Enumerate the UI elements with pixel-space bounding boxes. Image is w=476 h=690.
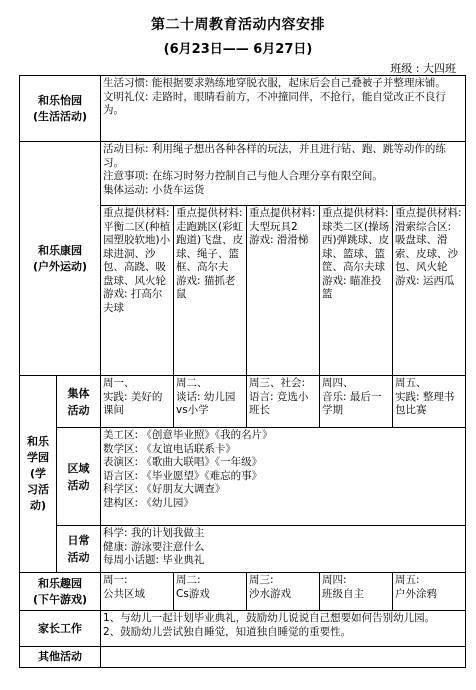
other-content [101, 647, 466, 668]
learning-group-row [20, 376, 466, 428]
outdoor-intro: 活动目标: 利用绳子想出各种各样的玩法，并且进行钻、跑、跳等动作的练习。 注意事项: 在练习时努力控制自己与他人合理分享有限空间。 集体运动: 小货车运货 [101, 142, 466, 206]
home-line: 1、与幼儿一起计划毕业典礼，鼓励幼儿说说自己想要如何告别幼儿园。 [103, 612, 436, 624]
group-day: 周二、 谈话: 幼儿园vs小学 [174, 376, 247, 428]
date-range: (6月23日—— 6月27日) [163, 42, 313, 57]
fun-header: 和乐趣园 (下午游戏) [20, 573, 101, 611]
area-line: 数学区: 《友谊电话联系卡》 [103, 442, 236, 455]
learning-area-row [20, 428, 466, 526]
home-content [101, 611, 466, 647]
daily-activity-label: 日常 活动 [57, 526, 101, 573]
outdoor-header: 和乐康园 (户外运动) [20, 142, 101, 376]
area-line: 表演区: 《歌曲大联唱》《一年级》 [103, 456, 263, 468]
outdoor-day: 重点提供材料: 大型玩具2 游戏: 滑滑梯 [247, 206, 320, 376]
area-line: 美工区: 《创意毕业照》《我的名片》 [103, 429, 273, 441]
daily-activity-content [101, 526, 466, 573]
life-row [20, 76, 466, 142]
outdoor-day: 重点提供材料: 走跑跳区(彩虹跑道)飞盘、皮球、绳子、篮框、高尔夫 游戏: 猫抓老鼠 [174, 206, 247, 376]
fun-day: 周五: 户外涂鸦 [393, 573, 466, 611]
learning-header: 和乐 学园 (学 习活 动) [20, 376, 57, 573]
fun-row [20, 573, 466, 611]
outdoor-intro-row [20, 142, 466, 206]
fun-day: 周二: Cs游戏 [174, 573, 247, 611]
area-line: 建构区: 《幼儿园》 [103, 496, 194, 509]
fun-day: 周四: 班级自主 [320, 573, 393, 611]
home-line: 2、鼓励幼儿尝试独自睡觉，知道独自睡觉的重要性。 [103, 625, 352, 638]
life-line: 生活习惯: 能根据要求熟练地穿脱衣服，起床后会自己叠被子并整理床铺。 [103, 77, 446, 89]
class-label: 班级 : 大四班 [390, 62, 456, 75]
home-row [20, 611, 466, 647]
group-day: 周四、 音乐: 最后一学期 [320, 376, 393, 428]
group-day: 周五、 实践: 整理书包比赛 [393, 376, 466, 428]
outdoor-day: 重点提供材料: 球类二区(操场西)弹跳球、皮球、篮球、篮筐、高尔夫球 游戏: 瞄准投篮 [320, 206, 393, 376]
other-header: 其他活动 [20, 647, 101, 668]
life-content [101, 76, 466, 142]
area-activity-content [101, 428, 466, 526]
area-line: 语言区: 《毕业愿望》《难忘的事》 [103, 469, 263, 482]
group-day: 周一、 实践: 美好的课间 [101, 376, 174, 428]
group-day: 周三、社会: 语言: 竞选小班长 [247, 376, 320, 428]
life-line: 文明礼仪: 走路时，眼睛看前方，不冲撞同伴，不抢行，能自觉改正不良行为。 [103, 90, 446, 116]
fun-day: 周三: 沙水游戏 [247, 573, 320, 611]
daily-line: 健康: 游泳要注意什么 [103, 540, 205, 553]
learning-daily-row [20, 526, 466, 573]
group-activity-label: 集体 活动 [57, 376, 101, 428]
outdoor-day: 重点提供材料: 平衡二区(种植园塑胶软地)小球进洞、沙包、高跷、吸盘球、风火轮 游戏: 打高尔夫球 [101, 206, 174, 376]
page-title: 第二十周教育活动内容安排 [151, 17, 325, 33]
outdoor-day: 重点提供材料: 滑索综合区: 吸盘球、滑索、皮球、沙包、风火轮 游戏: 运西瓜 [393, 206, 466, 376]
fun-day: 周一: 公共区域 [101, 573, 174, 611]
daily-line: 科学: 我的计划我做主 [103, 527, 205, 539]
life-header: 和乐怡园 (生活活动) [20, 76, 101, 142]
other-row [20, 647, 466, 668]
area-line: 科学区: 《好朋友大调查》 [103, 483, 226, 495]
daily-line: 每周小话题: 毕业典礼 [103, 554, 205, 566]
area-activity-label: 区域 活动 [57, 428, 101, 526]
schedule-table [19, 75, 466, 668]
home-header: 家长工作 [20, 611, 101, 647]
